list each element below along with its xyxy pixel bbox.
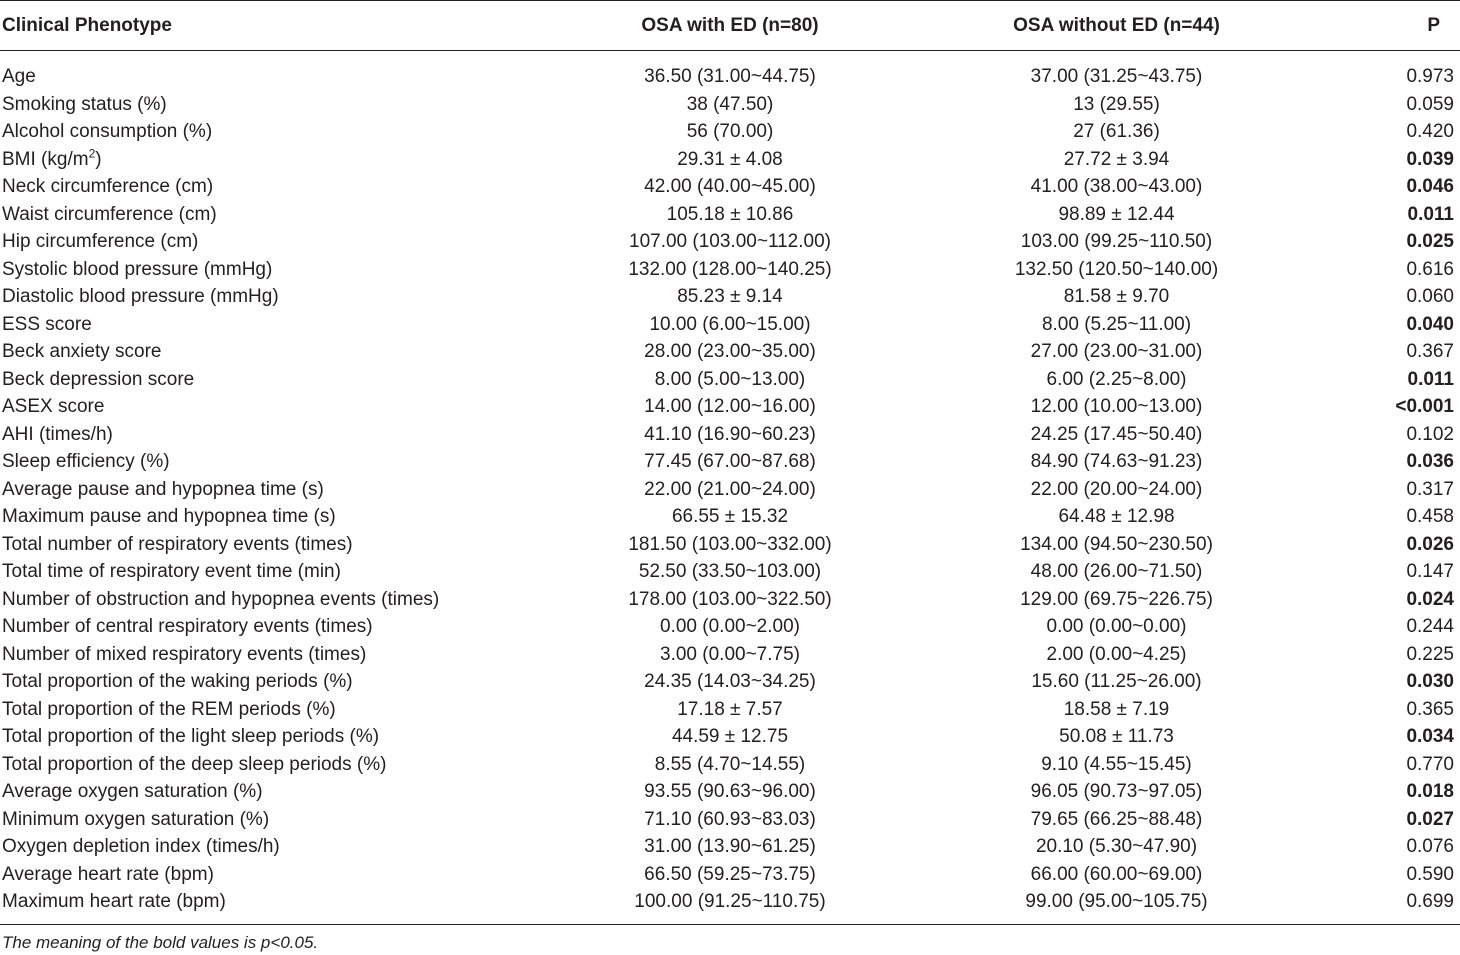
cell-p-value: 0.027 — [1406, 808, 1454, 830]
header-osa-with-ed: OSA with ED (n=80) — [540, 1, 920, 51]
cell-osa-without-ed: 99.00 (95.00~105.75) — [920, 888, 1313, 924]
cell-p-value: 0.244 — [1406, 616, 1454, 637]
header-osa-without-ed: OSA without ED (n=44) — [920, 1, 1313, 51]
table-row — [0, 696, 1460, 724]
table-row — [0, 256, 1460, 284]
cell-osa-without-ed: 37.00 (31.25~43.75) — [1030, 66, 1203, 87]
table-row — [0, 146, 1460, 174]
cell-p-value: 0.317 — [1406, 478, 1454, 500]
cell-osa-with-ed: 10.00 (6.00~15.00) — [649, 313, 811, 335]
cell-osa-with-ed: 36.50 (31.00~44.75) — [644, 66, 816, 87]
row-label — [0, 476, 540, 504]
row-label-text: Total proportion of the light sleep periods (%) — [2, 726, 380, 747]
cell-p-value: 0.059 — [1406, 93, 1454, 115]
row-label-text: Neck circumference (cm) — [2, 176, 214, 197]
cell-p-value: 0.036 — [1406, 451, 1454, 472]
table-header — [0, 1, 1460, 51]
cell-osa-with-ed: 56 (70.00) — [686, 121, 774, 142]
row-label-text: Average oxygen saturation (%) — [2, 781, 263, 802]
row-label-text: Beck anxiety score — [2, 341, 162, 362]
cell-p-value: 0.024 — [1406, 588, 1454, 610]
table-row — [0, 613, 1460, 641]
cell-osa-without-ed: 18.58 ± 7.19 — [1063, 698, 1170, 720]
cell-p-value: 0.018 — [1406, 781, 1454, 802]
cell-osa-without-ed: 132.50 (120.50~140.00) — [1014, 258, 1219, 280]
cell-p-value: 0.973 — [1406, 66, 1454, 87]
cell-osa-without-ed: 12.00 (10.00~13.00) — [1030, 396, 1203, 417]
table-row — [0, 531, 1460, 559]
row-label — [0, 778, 540, 806]
table-row — [0, 173, 1460, 201]
cell-p-value: 0.011 — [1407, 368, 1454, 390]
cell-osa-without-ed: 103.00 (99.25~110.50) — [1020, 231, 1213, 252]
row-label — [0, 531, 540, 559]
cell-osa-without-ed: 81.58 ± 9.70 — [1063, 286, 1170, 307]
cell-p-value: 0.034 — [1406, 726, 1454, 747]
cell-osa-with-ed: 29.31 ± 4.08 — [677, 148, 783, 170]
row-label — [0, 641, 540, 669]
table-row — [0, 833, 1460, 861]
row-label — [0, 366, 540, 394]
row-label — [0, 586, 540, 614]
table-row — [0, 118, 1460, 146]
cell-osa-with-ed: 31.00 (13.90~61.25) — [644, 836, 816, 857]
row-label — [0, 833, 540, 861]
table-row — [0, 201, 1460, 229]
header-clinical-phenotype: Clinical Phenotype — [0, 1, 540, 51]
table-row — [0, 228, 1460, 256]
cell-osa-with-ed: 44.59 ± 12.75 — [671, 726, 789, 747]
row-label — [0, 751, 540, 779]
cell-osa-with-ed: 38 (47.50) — [686, 93, 774, 115]
cell-p-value: 0.060 — [1406, 286, 1454, 307]
cell-osa-without-ed: 79.65 (66.25~88.48) — [1030, 808, 1203, 830]
cell-osa-with-ed: 0.00 (0.00~2.00) — [660, 616, 800, 637]
table-row — [0, 641, 1460, 669]
cell-p-value: 0.102 — [1406, 423, 1454, 445]
row-label-text: Waist circumference (cm) — [2, 203, 217, 225]
table-row — [0, 503, 1460, 531]
row-label — [0, 668, 540, 696]
cell-osa-without-ed: 50.08 ± 11.73 — [1059, 726, 1174, 747]
row-label-text: Age — [2, 66, 36, 87]
cell-p-value: 0.420 — [1406, 121, 1454, 142]
row-label-text: Minimum oxygen saturation (%) — [2, 808, 270, 830]
table-row — [0, 393, 1460, 421]
cell-osa-with-ed: 100.00 (91.25~110.75) — [540, 888, 920, 924]
row-label — [0, 448, 540, 476]
row-label — [0, 421, 540, 449]
row-label-text: BMI (kg/m — [2, 148, 89, 170]
row-label-text: ASEX score — [2, 396, 105, 417]
cell-osa-without-ed: 41.00 (38.00~43.00) — [1030, 176, 1203, 197]
cell-osa-without-ed: 129.00 (69.75~226.75) — [1020, 588, 1213, 610]
cell-osa-with-ed: 28.00 (23.00~35.00) — [644, 341, 816, 362]
row-label-text: ESS score — [2, 313, 92, 335]
table-row — [0, 338, 1460, 366]
cell-osa-with-ed: 14.00 (12.00~16.00) — [644, 396, 816, 417]
row-label-text: Total proportion of the REM periods (%) — [2, 698, 336, 720]
table-row — [0, 861, 1460, 889]
cell-osa-with-ed: 22.00 (21.00~24.00) — [644, 478, 816, 500]
cell-p-value: 0.365 — [1406, 698, 1454, 720]
cell-p-value: 0.225 — [1406, 643, 1454, 665]
row-label-text: Diastolic blood pressure (mmHg) — [2, 286, 279, 307]
row-label — [0, 806, 540, 834]
row-label-superscript: 2 — [88, 146, 96, 161]
table-row — [0, 778, 1460, 806]
cell-osa-with-ed: 41.10 (16.90~60.23) — [644, 423, 816, 445]
row-label — [0, 393, 540, 421]
cell-p-value: 0.770 — [1406, 753, 1454, 775]
header-row — [0, 1, 1460, 51]
cell-osa-without-ed: 13 (29.55) — [1073, 93, 1160, 115]
cell-osa-without-ed: 0.00 (0.00~0.00) — [1046, 616, 1187, 637]
cell-osa-with-ed: 105.18 ± 10.86 — [666, 203, 794, 225]
cell-p-value: 0.367 — [1406, 341, 1454, 362]
cell-osa-without-ed: 84.90 (74.63~91.23) — [1030, 451, 1203, 472]
cell-osa-with-ed: 66.55 ± 15.32 — [671, 506, 789, 527]
table-row — [0, 366, 1460, 394]
cell-osa-without-ed: 27.72 ± 3.94 — [1063, 148, 1170, 170]
row-label — [0, 888, 540, 924]
cell-osa-with-ed: 77.45 (67.00~87.68) — [644, 451, 816, 472]
row-label-text: Sleep efficiency (%) — [2, 451, 170, 472]
cell-osa-with-ed: 52.50 (33.50~103.00) — [638, 561, 822, 582]
header-p-value: P — [1313, 1, 1460, 51]
row-label — [0, 696, 540, 724]
row-label — [0, 613, 540, 641]
cell-osa-with-ed: 8.00 (5.00~13.00) — [654, 368, 806, 390]
row-label-text: Smoking status (%) — [2, 93, 167, 115]
table-row — [0, 421, 1460, 449]
cell-osa-without-ed: 2.00 (0.00~4.25) — [1046, 643, 1187, 665]
cell-osa-without-ed: 22.00 (20.00~24.00) — [1030, 478, 1203, 500]
row-label — [0, 91, 540, 119]
cell-osa-without-ed: 24.25 (17.45~50.40) — [1030, 423, 1203, 445]
row-label — [0, 118, 540, 146]
cell-osa-without-ed: 134.00 (94.50~230.50) — [1020, 533, 1213, 555]
row-label-text: Number of central respiratory events (times) — [2, 616, 373, 637]
cell-p-value: 0.590 — [1406, 863, 1454, 885]
cell-p-value: 0.011 — [1407, 203, 1454, 225]
cell-osa-with-ed: 3.00 (0.00~7.75) — [660, 643, 800, 665]
table-row — [0, 668, 1460, 696]
table-row — [0, 723, 1460, 751]
cell-osa-without-ed: 48.00 (26.00~71.50) — [1030, 561, 1203, 582]
cell-osa-with-ed: 8.55 (4.70~14.55) — [654, 753, 806, 775]
cell-osa-with-ed: 85.23 ± 9.14 — [677, 286, 783, 307]
row-label — [0, 51, 540, 91]
cell-p-value: 0.040 — [1406, 313, 1454, 335]
table-row — [0, 311, 1460, 339]
table-row — [0, 448, 1460, 476]
cell-osa-with-ed: 181.50 (103.00~332.00) — [628, 533, 832, 555]
cell-osa-with-ed: 107.00 (103.00~112.00) — [629, 231, 831, 252]
row-label-text: Maximum heart rate (bpm) — [2, 891, 226, 912]
table-body — [0, 51, 1460, 925]
row-label — [0, 173, 540, 201]
cell-p-value: 0.026 — [1406, 533, 1454, 555]
cell-osa-with-ed: 24.35 (14.03~34.25) — [644, 671, 816, 692]
row-label — [0, 283, 540, 311]
cell-p-value: 0.147 — [1406, 561, 1454, 582]
row-label-text: Oxygen depletion index (times/h) — [2, 836, 280, 857]
row-label-text: Average pause and hypopnea time (s) — [2, 478, 324, 500]
table-footnote: The meaning of the bold values is p<0.05. — [2, 932, 319, 952]
cell-p-value: 0.046 — [1406, 176, 1454, 197]
row-label-text: Total number of respiratory events (times) — [2, 533, 353, 555]
row-label — [0, 311, 540, 339]
cell-p-value: 0.076 — [1406, 836, 1454, 857]
row-label — [0, 146, 540, 174]
row-label-text: Total proportion of the waking periods (%) — [2, 671, 353, 692]
row-label-text: AHI (times/h) — [2, 423, 113, 445]
cell-osa-without-ed: 64.48 ± 12.98 — [1058, 506, 1175, 527]
row-label — [0, 201, 540, 229]
cell-osa-without-ed: 27.00 (23.00~31.00) — [1030, 341, 1203, 362]
row-label-text: Beck depression score — [2, 368, 195, 390]
cell-osa-without-ed: 98.89 ± 12.44 — [1058, 203, 1175, 225]
table-row — [0, 91, 1460, 119]
row-label — [0, 723, 540, 751]
cell-osa-without-ed: 66.00 (60.00~69.00) — [1030, 863, 1203, 885]
cell-osa-with-ed: 66.50 (59.25~73.75) — [644, 863, 816, 885]
cell-osa-with-ed: 17.18 ± 7.57 — [677, 698, 783, 720]
row-label-text: Alcohol consumption (%) — [2, 121, 213, 142]
table-row — [0, 586, 1460, 614]
cell-osa-without-ed: 27 (61.36) — [1073, 121, 1160, 142]
table-row — [0, 888, 1460, 924]
cell-osa-with-ed: 132.00 (128.00~140.25) — [628, 258, 832, 280]
row-label-text: Number of mixed respiratory events (times) — [2, 643, 367, 665]
row-label — [0, 256, 540, 284]
row-label-text: Total proportion of the deep sleep periods (%) — [2, 753, 387, 775]
row-label — [0, 503, 540, 531]
table-row — [0, 751, 1460, 779]
cell-osa-with-ed: 178.00 (103.00~322.50) — [628, 588, 832, 610]
table-row — [0, 51, 1460, 91]
cell-p-value: 0.458 — [1406, 506, 1454, 527]
cell-p-value: 0.699 — [1313, 888, 1460, 924]
row-label — [0, 228, 540, 256]
table-row — [0, 558, 1460, 586]
table-row — [0, 806, 1460, 834]
cell-p-value: 0.025 — [1406, 231, 1454, 252]
row-label — [0, 338, 540, 366]
cell-osa-with-ed: 93.55 (90.63~96.00) — [644, 781, 816, 802]
table-row — [0, 283, 1460, 311]
cell-osa-without-ed: 8.00 (5.25~11.00) — [1041, 313, 1192, 335]
cell-p-value: 0.030 — [1406, 671, 1454, 692]
row-label-text: Average heart rate (bpm) — [2, 863, 214, 885]
row-label-text: Number of obstruction and hypopnea events (times) — [2, 588, 440, 610]
row-label-text: Systolic blood pressure (mmHg) — [2, 258, 273, 280]
cell-osa-with-ed: 71.10 (60.93~83.03) — [644, 808, 816, 830]
cell-p-value: 0.039 — [1406, 148, 1454, 170]
table-row — [0, 476, 1460, 504]
row-label — [0, 558, 540, 586]
cell-osa-without-ed: 6.00 (2.25~8.00) — [1046, 368, 1187, 390]
row-label-text: Total time of respiratory event time (min) — [2, 561, 341, 582]
cell-p-value: 0.616 — [1406, 258, 1454, 280]
cell-p-value: <0.001 — [1395, 396, 1454, 417]
cell-osa-without-ed: 9.10 (4.55~15.45) — [1041, 753, 1192, 775]
cell-osa-with-ed: 42.00 (40.00~45.00) — [644, 176, 816, 197]
row-label-suffix: ) — [95, 148, 102, 170]
row-label — [0, 861, 540, 889]
cell-osa-without-ed: 96.05 (90.73~97.05) — [1030, 781, 1203, 802]
cell-osa-without-ed: 20.10 (5.30~47.90) — [1035, 836, 1198, 857]
row-label-text: Maximum pause and hypopnea time (s) — [2, 506, 336, 527]
cell-osa-without-ed: 15.60 (11.25~26.00) — [1031, 671, 1202, 692]
row-label-text: Hip circumference (cm) — [2, 231, 199, 252]
